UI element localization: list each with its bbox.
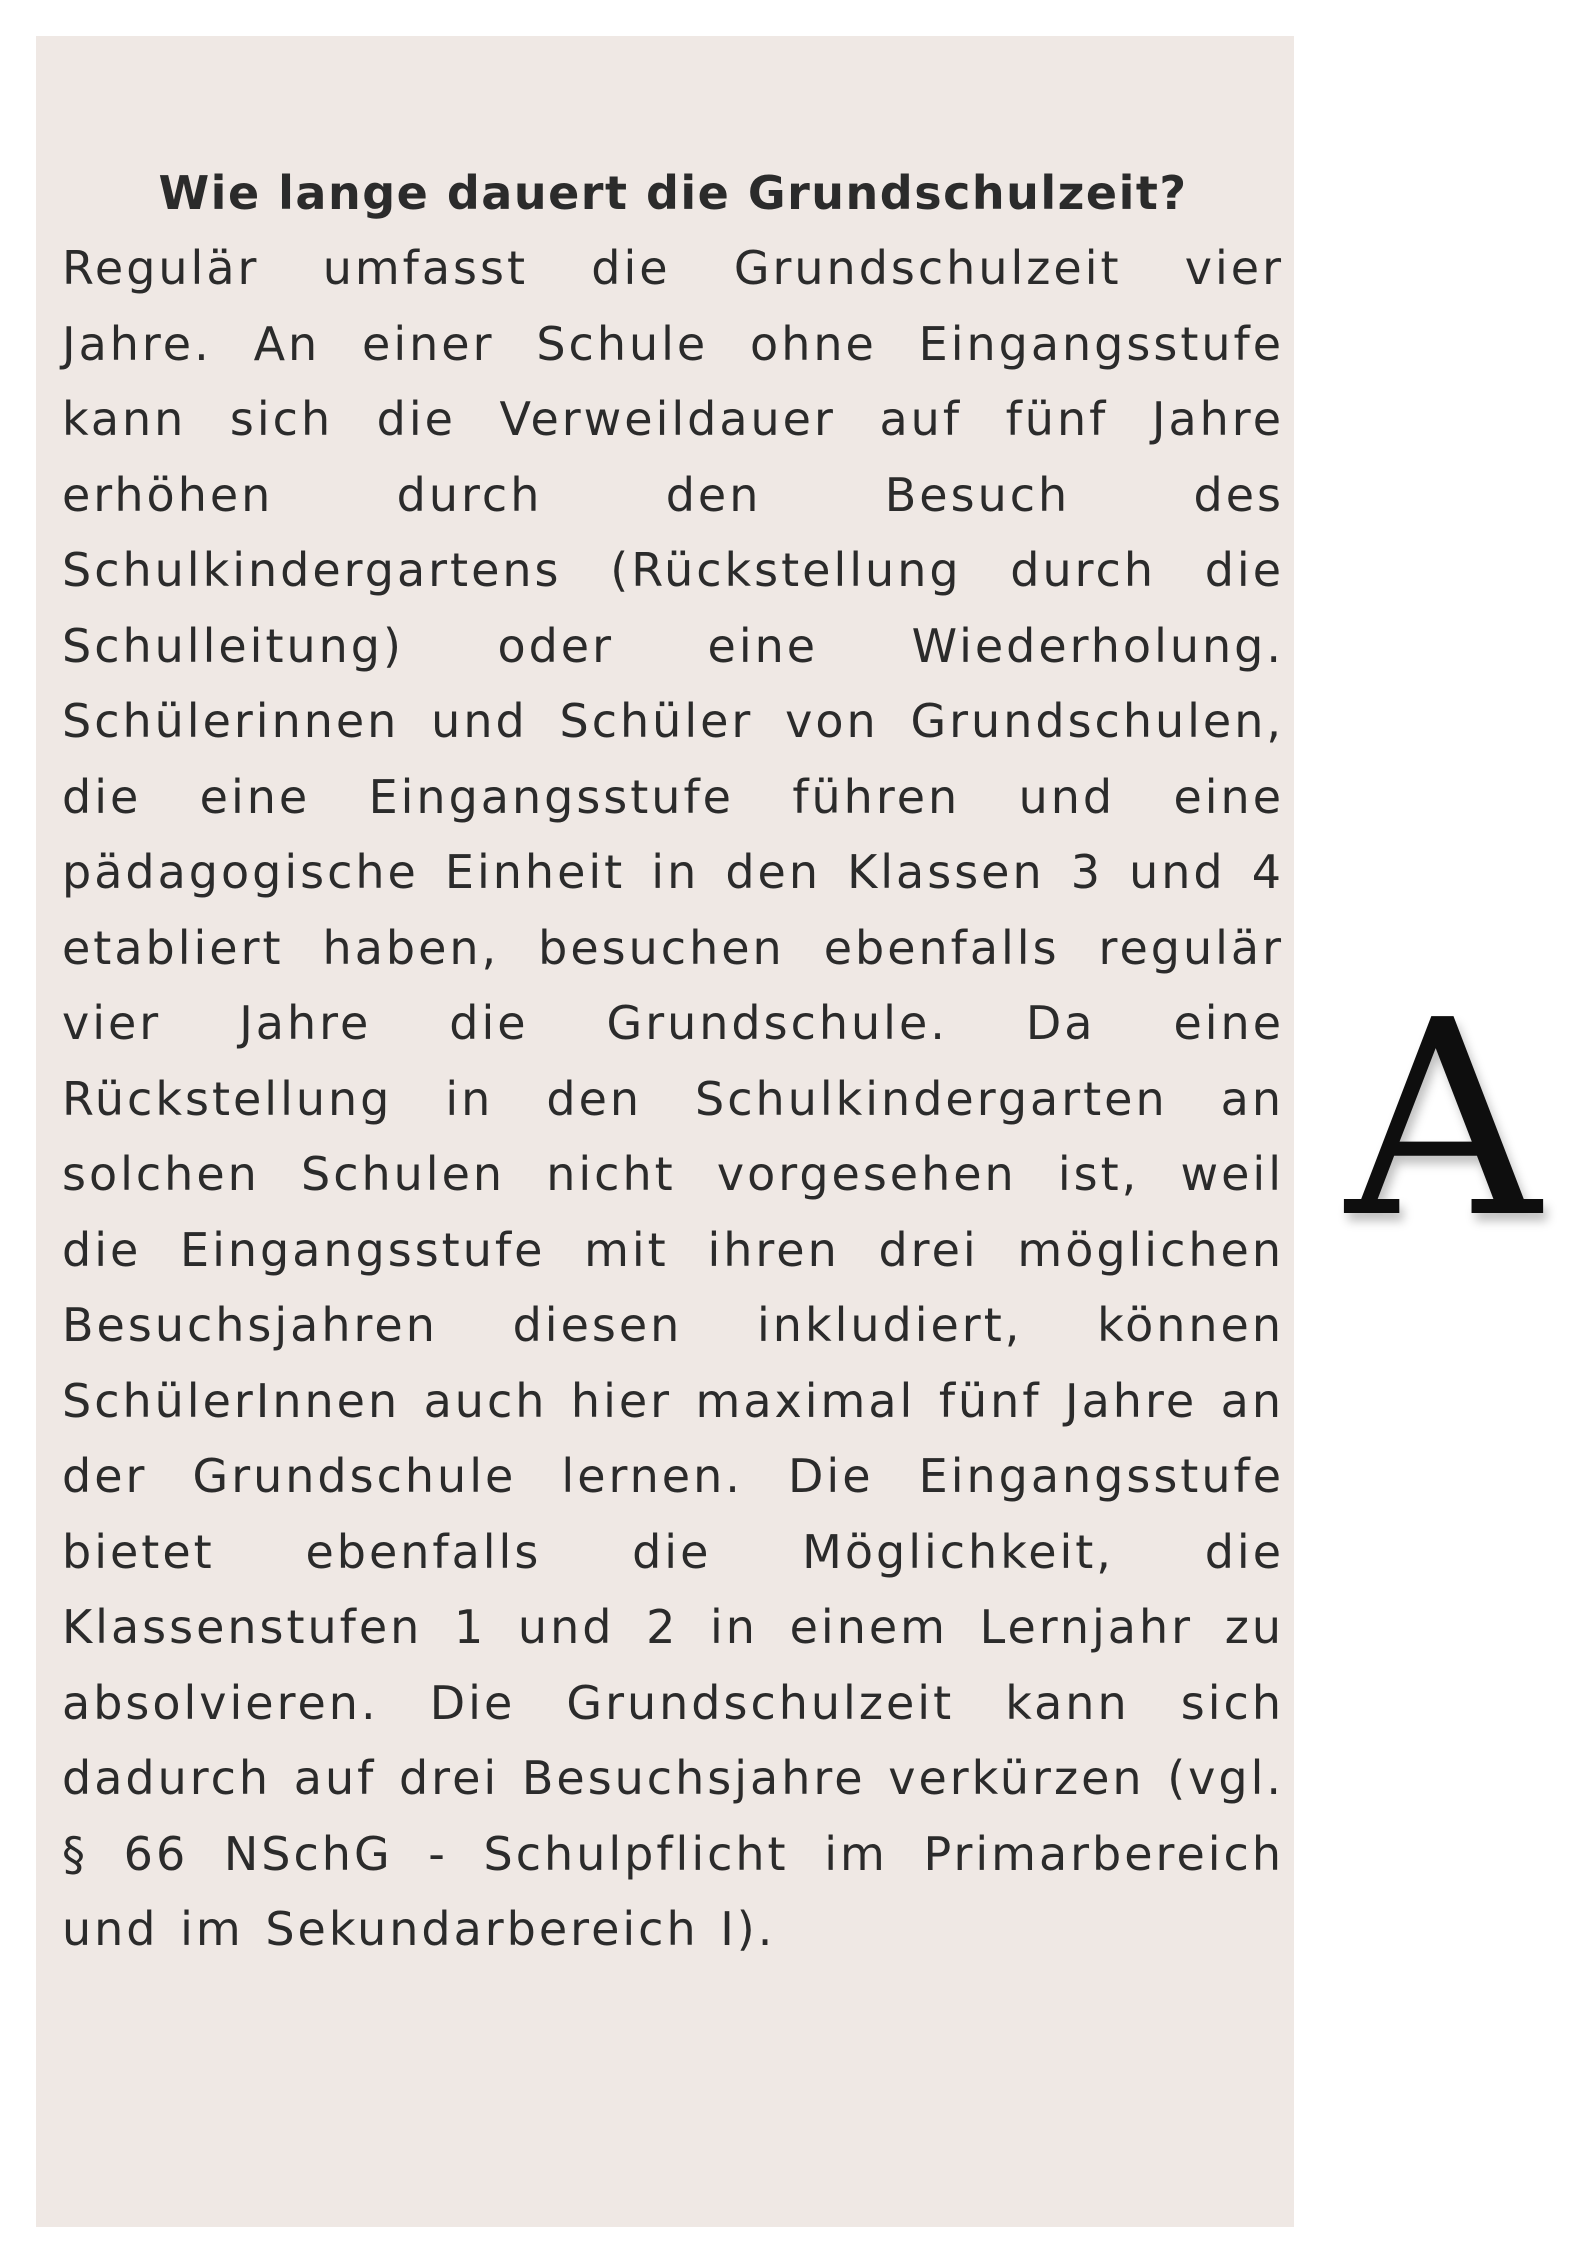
panel-content xyxy=(62,156,1284,1968)
text-panel xyxy=(36,36,1294,2227)
page-heading: Wie lange dauert die Grundschulzeit? xyxy=(158,166,1188,220)
body-paragraph: Regulär umfasst die Grundschulzeit vier Jahre. An einer Schule ohne Eingangsstufe kann sich die Verweildauer auf fünf Jahre erhöhen durch den Besuch des Schulkindergartens (Rückstellung durch die Schulleitung) oder eine Wiederholung. Schülerinnen und Schüler von Grundschulen, die eine Eingangsstufe führen und eine pädagogische Einheit in den Klassen 3 und 4 etabliert haben, besuchen ebenfalls regulär vier Jahre die Grundschule. Da eine Rückstellung in den Schulkindergarten an solchen Schulen nicht vorgesehen ist, weil die Eingangsstufe mit ihren drei möglichen Besuchsjahren diesen inkludiert, können SchülerInnen auch hier maximal fünf Jahre an der Grundschule lernen. Die Eingangsstufe bietet ebenfalls die Möglichkeit, die Klassenstufen 1 und 2 in einem Lernjahr zu absolvieren. Die Grundschulzeit kann sich dadurch auf drei Besuchsjahre verkürzen (vgl. § 66 NSchG - Schulpflicht im Primarbereich und im Sekundarbereich I). xyxy=(62,241,1284,1956)
side-letter-marker: A xyxy=(1345,962,1541,1277)
